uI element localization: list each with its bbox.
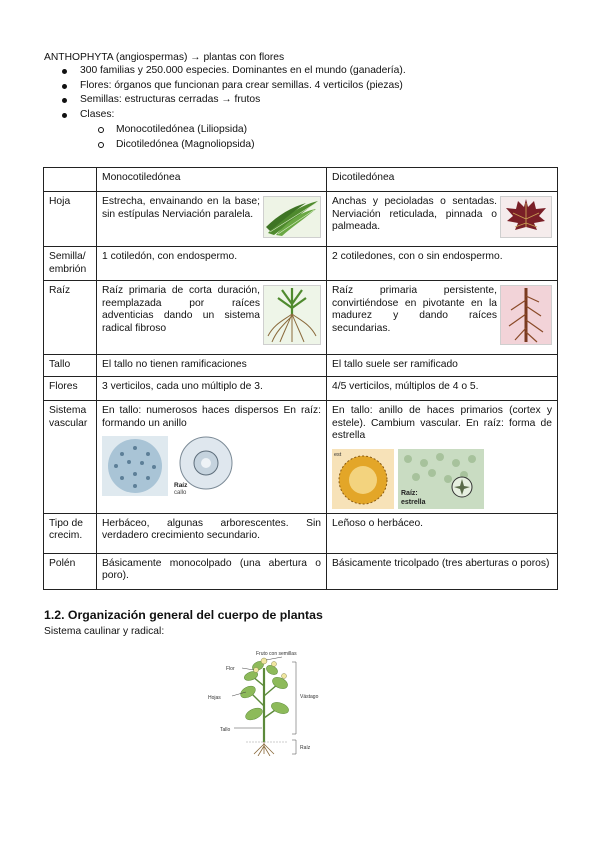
dico-cell: 2 cotiledones, con o sin endospermo. bbox=[327, 247, 558, 281]
list-item: Dicotiledónea (Magnoliopsida) bbox=[98, 138, 255, 153]
list-item: Monocotiledónea (Liliopsida) bbox=[98, 123, 255, 138]
row-label: Hoja bbox=[44, 192, 97, 247]
root-label: Raíz bbox=[300, 745, 311, 751]
table-row bbox=[44, 513, 558, 553]
fibrous-root-image bbox=[263, 285, 321, 345]
monocot-stem-section-image bbox=[102, 436, 168, 496]
dico-cell: Básicamente tricolpado (tres aberturas o poros) bbox=[327, 553, 558, 589]
table-row bbox=[44, 192, 558, 247]
shoot-label: Vástago bbox=[300, 694, 319, 700]
list-item: Semillas: estructuras cerradas → frutos bbox=[62, 93, 406, 108]
dico-cell: 4/5 verticilos, múltiplos de 4 o 5. bbox=[327, 377, 558, 401]
row-label: Flores bbox=[44, 377, 97, 401]
list-item: Clases: bbox=[62, 108, 406, 123]
flower-label: Flor bbox=[226, 666, 235, 672]
dico-cell bbox=[327, 192, 558, 247]
table-row bbox=[44, 247, 558, 281]
caption-text: est bbox=[334, 451, 342, 458]
mono-text: En tallo: numerosos haces dispersos En raíz: formando un anillo bbox=[102, 405, 321, 429]
mono-cell bbox=[97, 192, 327, 247]
mono-cell bbox=[97, 401, 327, 514]
plant-body-diagram bbox=[196, 646, 356, 756]
dico-text: Raíz primaria persistente, convirtiéndose en pivotante en la madurez y dando raíces secundarias. bbox=[332, 285, 497, 334]
row-label: Tipo de crecim. bbox=[44, 513, 97, 553]
dico-text: En tallo: anillo de haces primarios (cortex y estele). Cambium vascular. En raíz: forma de estrella bbox=[332, 405, 552, 441]
page-title: ANTHOPHYTA (angiospermas) → plantas con flores bbox=[44, 52, 285, 63]
monocot-root-section-image bbox=[172, 436, 238, 496]
dicot-leaf-image bbox=[500, 196, 552, 238]
dicot-stem-section-image bbox=[332, 449, 394, 509]
list-item: Flores: órganos que funcionan para crear semillas. 4 verticilos (piezas) bbox=[62, 79, 406, 94]
mono-text: Estrecha, envainando en la base; sin estípulas Nerviación paralela. bbox=[102, 196, 260, 220]
table-row bbox=[44, 355, 558, 377]
mono-cell: Herbáceo, algunas arborescentes. Sin verdadero crecimiento secundario. bbox=[97, 513, 327, 553]
header-cell-dico: Dicotiledónea bbox=[327, 168, 558, 192]
section-heading: 1.2. Organización general del cuerpo de plantas bbox=[44, 608, 323, 622]
mono-text: Raíz primaria de corta duración, reemplazada por raíces adventicias dando un sistema radical fibroso bbox=[102, 285, 260, 334]
header-cell-mono: Monocotiledónea bbox=[97, 168, 327, 192]
table-row bbox=[44, 281, 558, 355]
dico-cell bbox=[327, 281, 558, 355]
dico-cell bbox=[327, 401, 558, 514]
dico-cell: El tallo suele ser ramificado bbox=[327, 355, 558, 377]
bullet-dot-icon bbox=[62, 84, 67, 89]
taproot-image bbox=[500, 285, 552, 345]
row-label: Sistema vascular bbox=[44, 401, 97, 514]
row-label: Semilla/ embrión bbox=[44, 247, 97, 281]
classes-sub-list bbox=[98, 123, 255, 152]
caption-text: Raíz: bbox=[401, 489, 418, 497]
hollow-bullet-icon bbox=[98, 142, 104, 148]
dico-text: Anchas y pecioladas o sentadas. Nerviación reticulada, pinnada o palmeada. bbox=[332, 196, 497, 232]
row-label: Polén bbox=[44, 553, 97, 589]
mono-cell bbox=[97, 281, 327, 355]
mono-cell: El tallo no tienen ramificaciones bbox=[97, 355, 327, 377]
row-label: Tallo bbox=[44, 355, 97, 377]
hollow-bullet-icon bbox=[98, 127, 104, 133]
bullet-dot-icon bbox=[62, 113, 67, 118]
caption-text: Raíz bbox=[174, 482, 188, 489]
list-item: 300 familias y 250.000 especies. Dominantes en el mundo (ganadería). bbox=[62, 64, 406, 79]
table-row bbox=[44, 553, 558, 589]
caption-text: estrella bbox=[401, 498, 426, 506]
comparison-table bbox=[43, 167, 558, 590]
leaves-label: Hojas bbox=[208, 695, 221, 701]
bullet-dot-icon bbox=[62, 98, 67, 103]
mono-cell: 1 cotiledón, con endospermo. bbox=[97, 247, 327, 281]
fruit-label: Fruto con semillas bbox=[256, 651, 297, 657]
section-subtitle: Sistema caulinar y radical: bbox=[44, 626, 165, 637]
intro-bullet-list bbox=[62, 64, 406, 122]
mono-cell: Básicamente monocolpado (una abertura o poro). bbox=[97, 553, 327, 589]
monocot-leaf-image bbox=[263, 196, 321, 238]
table-row bbox=[44, 401, 558, 514]
mono-cell: 3 verticilos, cada uno múltiplo de 3. bbox=[97, 377, 327, 401]
table-header-row bbox=[44, 168, 558, 192]
dicot-root-section-image bbox=[398, 449, 484, 509]
caption-text: callo bbox=[174, 490, 187, 496]
row-label: Raíz bbox=[44, 281, 97, 355]
stem-label: Tallo bbox=[220, 727, 231, 733]
header-cell-empty bbox=[44, 168, 97, 192]
table-row bbox=[44, 377, 558, 401]
dico-cell: Leñoso o herbáceo. bbox=[327, 513, 558, 553]
bullet-dot-icon bbox=[62, 69, 67, 74]
